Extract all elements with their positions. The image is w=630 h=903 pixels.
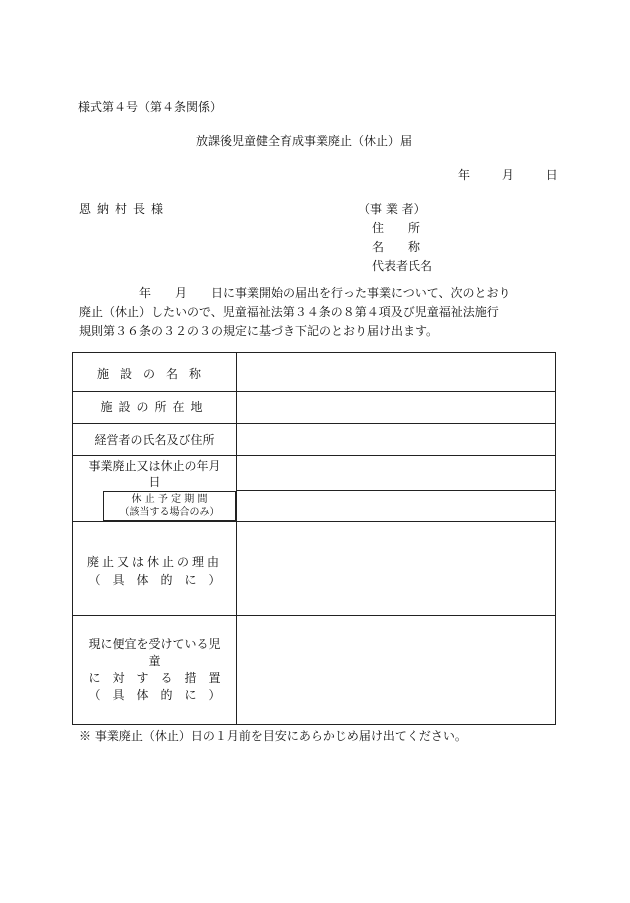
applicant-heading: （事 業 者） — [358, 202, 426, 216]
document-title: 放課後児童健全育成事業廃止（休止）届 — [196, 134, 413, 148]
table-divider — [236, 353, 237, 724]
row-separator — [73, 455, 555, 456]
body-line-2: 廃止（休止）したいので、児童福祉法第３４条の８第４項及び児童福祉法施行 — [79, 305, 499, 319]
applicant-block — [358, 200, 432, 276]
row-separator — [73, 391, 555, 392]
label-suspension-period: 休 止 予 定 期 間 — [131, 494, 208, 505]
label-closure-date: 事業廃止又は休止の年月 — [88, 459, 221, 473]
label-reason-note: （ 具 体 的 に ） — [88, 573, 221, 587]
form-table — [72, 352, 556, 725]
label-closure-date-cont: 日 — [148, 475, 161, 489]
date-day: 日 — [545, 168, 558, 182]
suspension-period-box — [103, 491, 236, 521]
form-number: 様式第４号（第４条関係） — [78, 100, 223, 114]
row-separator — [236, 490, 555, 491]
label-suspension-note: （該当する場合のみ） — [119, 507, 220, 518]
label-facility-location: 施設の所在地 — [100, 400, 209, 414]
label-operator: 経営者の氏名及び住所 — [94, 433, 215, 447]
footnote: ※ 事業廃止（休止）日の１月前を目安にあらかじめ届け出てください。 — [79, 729, 467, 743]
row-separator — [73, 521, 555, 522]
date-year: 年 — [458, 168, 471, 182]
body-line-1: 年 月 日に事業開始の届出を行った事業について、次のとおり — [115, 286, 511, 300]
label-measures-note: （ 具 体 的 に ） — [88, 688, 221, 702]
date-line — [458, 166, 558, 183]
label-reason: 廃止又は休止の理由 — [86, 555, 222, 569]
body-line-3: 規則第３６条の３２の３の規定に基づき下記のとおり届け出ます。 — [79, 324, 439, 338]
label-measures: 現に便宜を受けている児 — [88, 637, 221, 651]
body-text — [79, 284, 511, 341]
label-facility-name: 施設の名称 — [96, 367, 212, 381]
row-separator — [73, 615, 555, 616]
label-measures-cont: 童 — [148, 654, 161, 668]
applicant-representative-label: 代表者氏名 — [372, 259, 433, 273]
label-measures-detail: に 対 す る 措 置 — [88, 671, 221, 685]
applicant-name-label: 名 称 — [372, 240, 421, 254]
applicant-address-label: 住 所 — [372, 221, 421, 235]
row-separator — [73, 423, 555, 424]
date-month: 月 — [501, 168, 514, 182]
addressee: 恩納村長様 — [79, 202, 170, 216]
